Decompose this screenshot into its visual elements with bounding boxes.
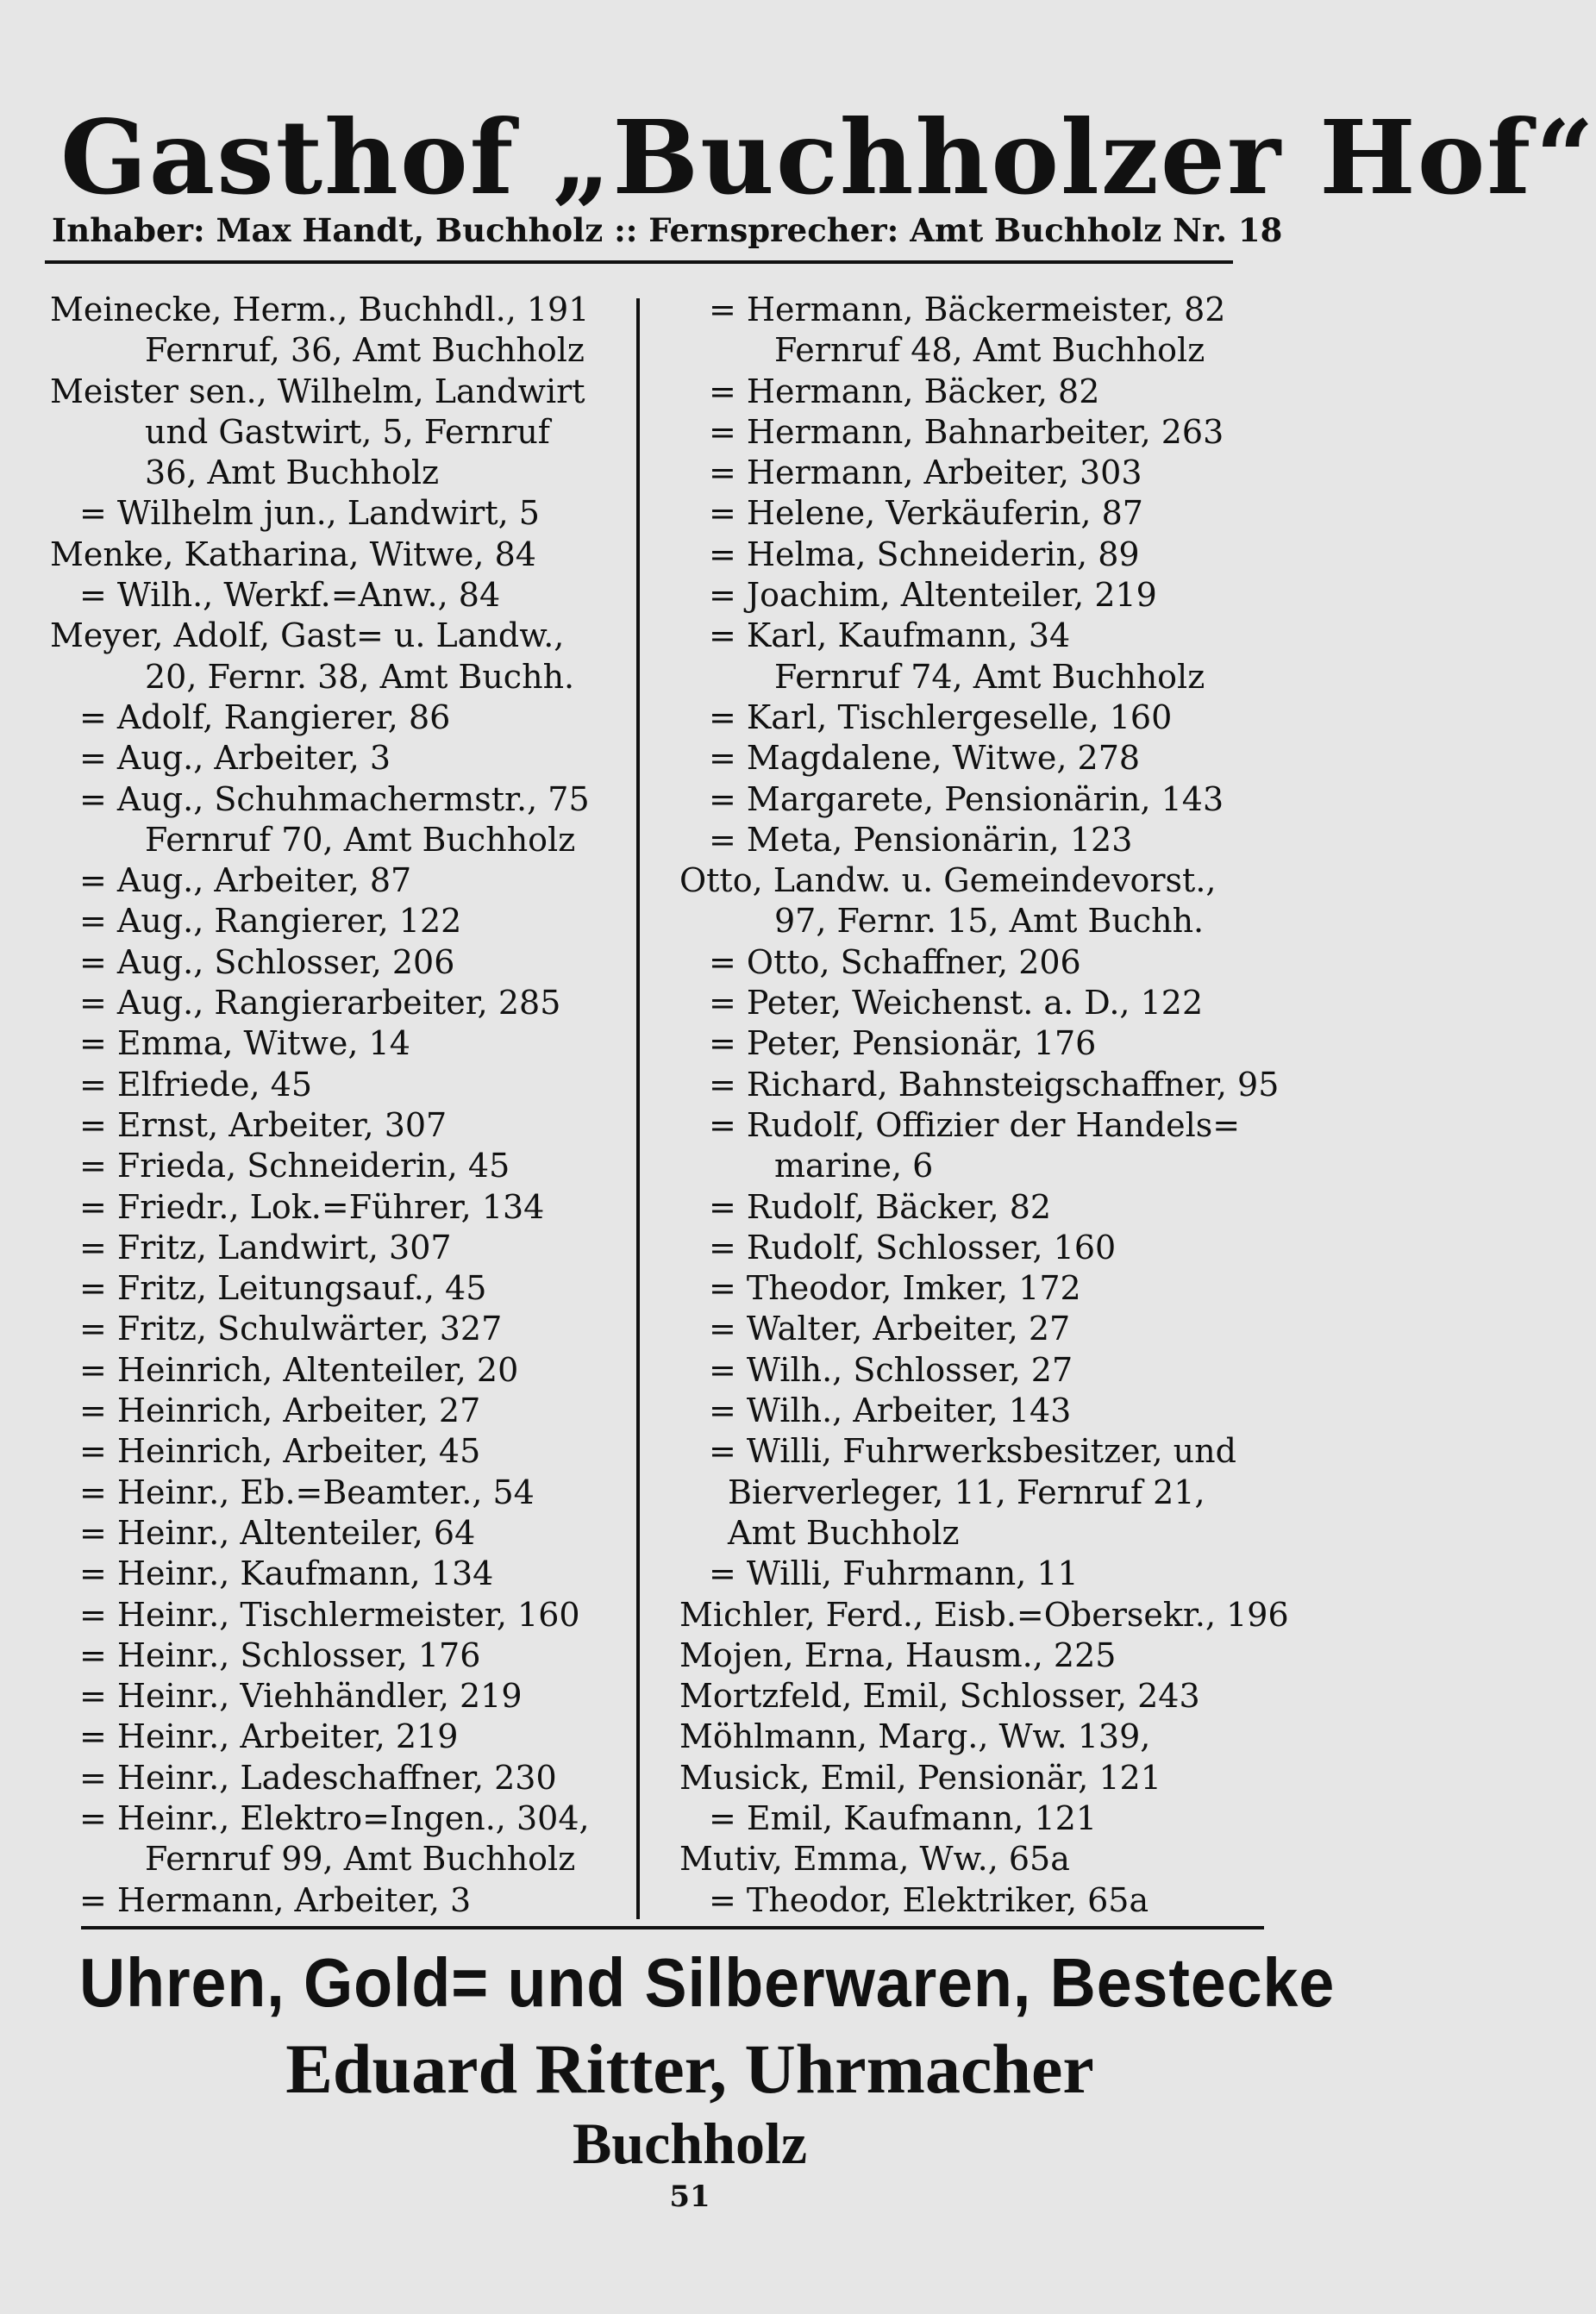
list-item: = Hermann, Bäckermeister, 82 [709,291,1226,328]
list-item: Michler, Ferd., Eisb.=Obersekr., 196 [679,1595,1289,1634]
header-rule [45,260,1233,264]
list-item: = Heinr., Ladeschaffner, 230 [79,1758,557,1797]
list-item: = Fritz, Leitungsauf., 45 [79,1269,487,1308]
list-item: Meyer, Adolf, Gast= u. Landw., [50,616,565,655]
list-item: = Hermann, Bahnarbeiter, 263 [709,412,1224,451]
list-item: Möhlmann, Marg., Ww. 139, [679,1717,1151,1756]
list-item: = Magdalene, Witwe, 278 [709,739,1141,778]
list-item: = Meta, Pensionärin, 123 [709,820,1133,859]
list-item: = Heinrich, Altenteiler, 20 [79,1350,519,1389]
list-item: = Heinr., Altenteiler, 64 [79,1513,476,1552]
list-item: Mutiv, Emma, Ww., 65a [679,1840,1070,1879]
advert-merchant: Eduard Ritter, Uhrmacher [285,2029,1094,2108]
list-item: = Wilh., Schlosser, 27 [709,1350,1073,1389]
list-item: = Helma, Schneiderin, 89 [709,535,1140,573]
list-item: = Richard, Bahnsteigschaffner, 95 [709,1065,1280,1104]
list-item: Fernruf 70, Amt Buchholz [145,820,576,859]
list-item: = Theodor, Elektriker, 65a [709,1880,1149,1919]
list-item: = Aug., Schlosser, 206 [79,942,455,981]
list-item: Menke, Katharina, Witwe, 84 [50,535,536,573]
list-item: Meister sen., Wilhelm, Landwirt [50,372,585,410]
list-item: Otto, Landw. u. Gemeindevorst., [679,861,1217,900]
list-item: = Willi, Fuhrwerksbesitzer, und [709,1432,1236,1471]
list-item: = Aug., Rangierarbeiter, 285 [79,984,561,1023]
list-item: = Peter, Weichenst. a. D., 122 [709,984,1204,1023]
list-item: = Wilhelm jun., Landwirt, 5 [79,494,540,533]
list-item: = Rudolf, Offizier der Handels= [709,1105,1241,1144]
advert-products: Uhren, Gold= und Silberwaren, Bestecke [79,1944,1336,2021]
list-item: = Aug., Schuhmachermstr., 75 [79,779,590,818]
list-item: = Heinr., Schlosser, 176 [79,1635,481,1674]
list-item: Fernruf 48, Amt Buchholz [774,331,1205,370]
list-item: = Theodor, Imker, 172 [709,1269,1081,1308]
left-column [50,290,636,1921]
list-item: = Heinr., Eb.=Beamter., 54 [79,1473,535,1511]
list-item: Fernruf, 36, Amt Buchholz [145,331,585,370]
list-item: = Frieda, Schneiderin, 45 [79,1147,510,1185]
list-item: = Friedr., Lok.=Führer, 134 [79,1187,545,1226]
list-item: = Heinr., Kaufmann, 134 [79,1554,494,1593]
list-item: = Wilh., Arbeiter, 143 [709,1392,1072,1430]
list-item: = Aug., Arbeiter, 87 [79,861,412,900]
list-item: = Aug., Arbeiter, 3 [79,739,391,778]
list-item: = Peter, Pensionär, 176 [709,1024,1097,1063]
list-item: Fernruf 74, Amt Buchholz [774,657,1205,696]
list-item: = Ernst, Arbeiter, 307 [79,1105,448,1144]
list-item: = Elfriede, 45 [79,1065,313,1104]
list-item: = Hermann, Bäcker, 82 [709,372,1100,410]
advert-subtitle: Inhaber: Max Handt, Buchholz :: Fernsprecher: Amt Buchholz Nr. 18 [52,211,1283,249]
list-item: = Karl, Kaufmann, 34 [709,616,1071,655]
page-number: 51 [669,2180,710,2214]
list-item: Mortzfeld, Emil, Schlosser, 243 [679,1677,1200,1716]
list-item: = Aug., Rangierer, 122 [79,902,462,941]
right-column [679,290,1289,1921]
list-item: = Fritz, Landwirt, 307 [79,1228,452,1266]
list-item: 97, Fernr. 15, Amt Buchh. [774,902,1205,941]
list-item: = Rudolf, Bäcker, 82 [709,1187,1052,1226]
list-item: = Otto, Schaffner, 206 [709,942,1081,981]
list-item: = Emil, Kaufmann, 121 [709,1798,1098,1837]
list-item: 20, Fernr. 38, Amt Buchh. [145,657,575,696]
list-item: 36, Amt Buchholz [145,453,440,492]
list-item: = Joachim, Altenteiler, 219 [709,576,1157,615]
list-item: = Fritz, Schulwärter, 327 [79,1310,503,1348]
column-divider [636,298,640,1919]
advert-title: Gasthof „Buchholzer Hof“ [60,97,1596,217]
list-item: = Wilh., Werkf.=Anw., 84 [79,576,501,615]
list-item: = Heinr., Arbeiter, 219 [79,1717,459,1756]
list-item: marine, 6 [774,1147,934,1185]
list-item: = Margarete, Pensionärin, 143 [709,779,1224,818]
list-item: = Walter, Arbeiter, 27 [709,1310,1071,1348]
list-item: Bierverleger, 11, Fernruf 21, [728,1473,1205,1511]
list-item: = Heinrich, Arbeiter, 27 [79,1392,481,1430]
list-item: Meinecke, Herm., Buchhdl., 191 [50,291,590,328]
advert-town: Buchholz [572,2111,808,2176]
list-item: = Heinr., Viehhändler, 219 [79,1677,523,1716]
footer-rule [81,1926,1264,1929]
list-item: = Willi, Fuhrmann, 11 [709,1554,1079,1593]
list-item: Mojen, Erna, Hausm., 225 [679,1635,1117,1674]
list-item: = Adolf, Rangierer, 86 [79,697,451,736]
list-item: = Hermann, Arbeiter, 3 [79,1880,472,1919]
list-item: = Heinrich, Arbeiter, 45 [79,1432,481,1471]
list-item: Musick, Emil, Pensionär, 121 [679,1758,1161,1797]
list-item: = Heinr., Tischlermeister, 160 [79,1595,580,1634]
list-item: Fernruf 99, Amt Buchholz [145,1840,576,1879]
list-item: und Gastwirt, 5, Fernruf [145,412,550,451]
list-item: = Rudolf, Schlosser, 160 [709,1228,1117,1266]
list-item: = Helene, Verkäuferin, 87 [709,494,1143,533]
list-item: = Hermann, Arbeiter, 303 [709,453,1142,492]
list-item: = Emma, Witwe, 14 [79,1024,410,1063]
list-item: = Heinr., Elektro=Ingen., 304, [79,1798,590,1837]
list-item: Amt Buchholz [728,1513,960,1552]
list-item: = Karl, Tischlergeselle, 160 [709,697,1173,736]
